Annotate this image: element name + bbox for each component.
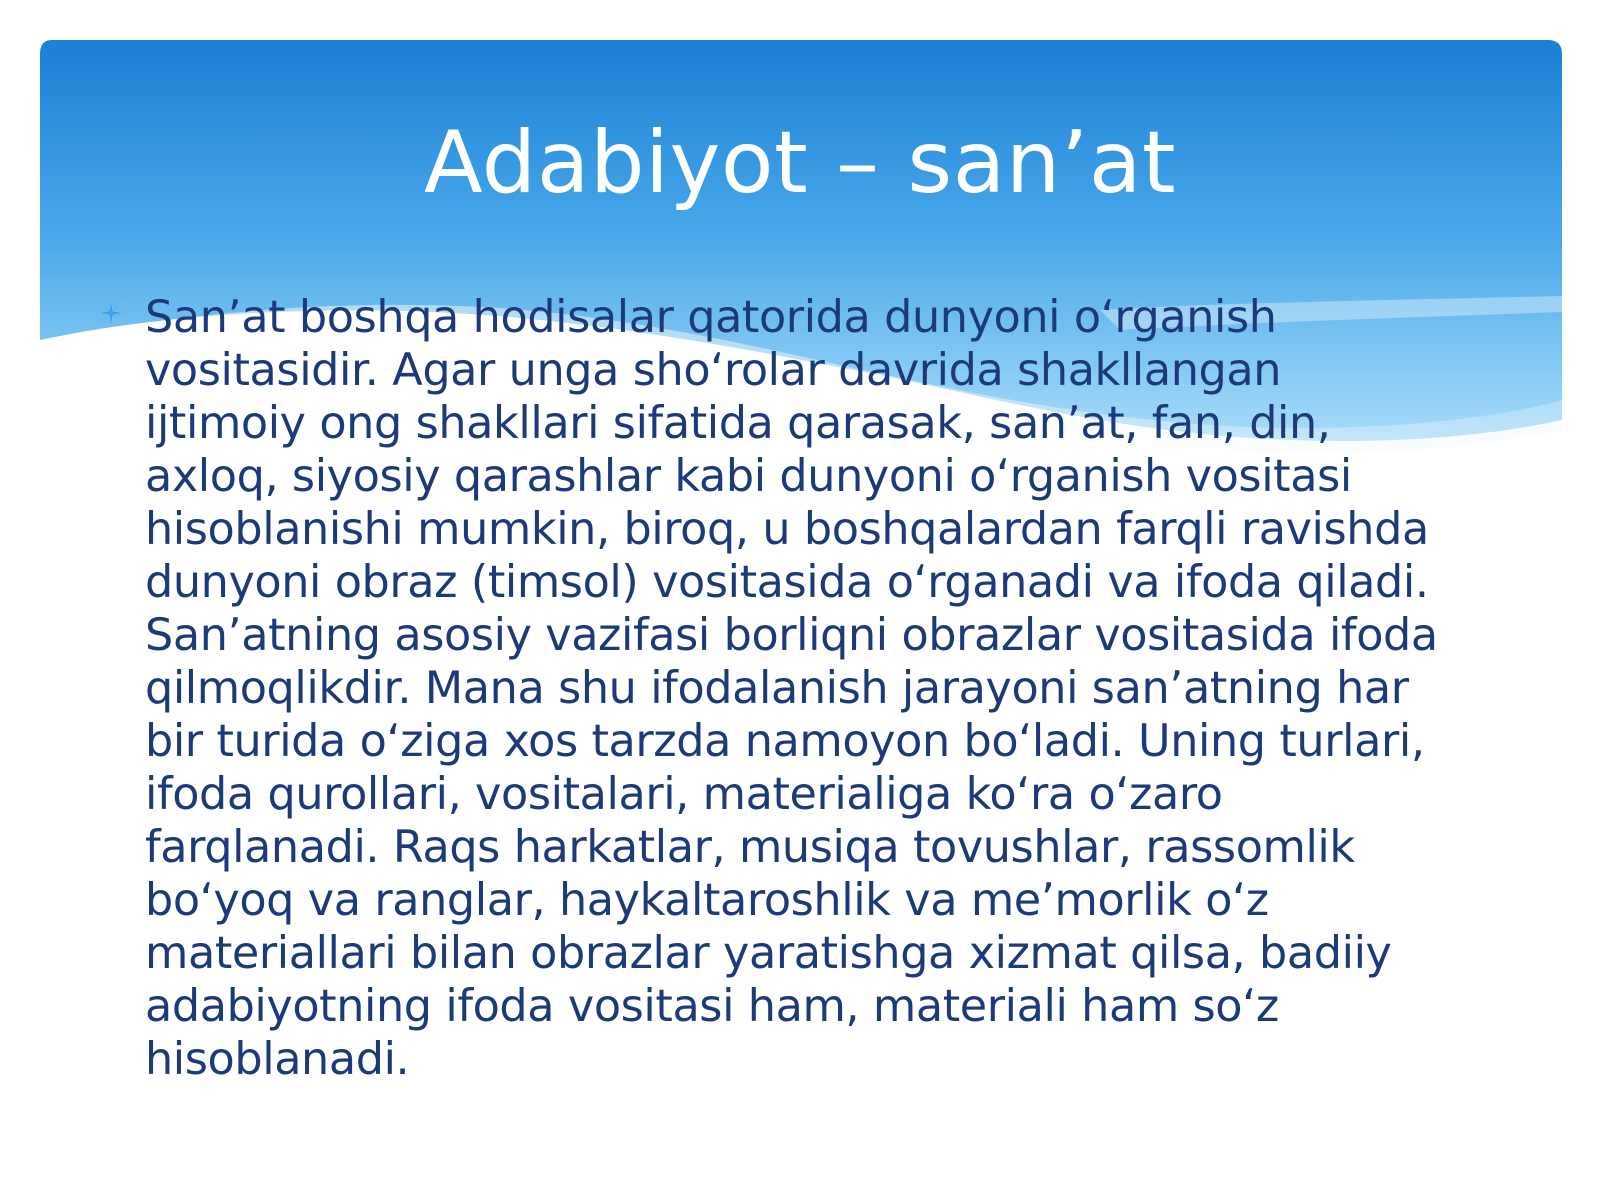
slide-title: Adabiyot – san’at [423, 113, 1177, 213]
body-line: bir turida o‘ziga xos tarzda namoyon bo‘ladi. Uning turlari, [145, 716, 1425, 767]
body-line: San’at boshqa hodisalar qatorida dunyoni o‘rganish [145, 292, 1277, 343]
body-line: farqlanadi. Raqs harkatlar, musiqa tovushlar, rassomlik [145, 822, 1355, 873]
star-bullet-icon [98, 300, 124, 326]
body-line: hisoblanadi. [145, 1034, 410, 1085]
body-line: qilmoqlikdir. Mana shu ifodalanish jarayoni san’atning har [145, 663, 1409, 714]
body-line: hisoblanishi mumkin, biroq, u boshqalardan farqli ravishda [145, 504, 1429, 555]
body-paragraph [145, 291, 1525, 1086]
body-line: materiallari bilan obrazlar yaratishga xizmat qilsa, badiiy [145, 928, 1392, 979]
body-line: dunyoni obraz (timsol) vositasida o‘rganadi va ifoda qiladi. [145, 557, 1429, 608]
body-line: bo‘yoq va ranglar, haykaltaroshlik va me’morlik o‘z [145, 875, 1269, 926]
body-line: ifoda qurollari, vositalari, materialiga ko‘ra o‘zaro [145, 769, 1223, 820]
body-line: ijtimoiy ong shakllari sifatida qarasak, san’at, fan, din, [145, 398, 1331, 449]
body-line: vositasidir. Agar unga sho‘rolar davrida shakllangan [145, 345, 1282, 396]
body-line: San’atning asosiy vazifasi borliqni obrazlar vositasida ifoda [145, 610, 1438, 661]
body-line: axloq, siyosiy qarashlar kabi dunyoni o‘rganish vositasi [145, 451, 1352, 502]
body-line: adabiyotning ifoda vositasi ham, materiali ham so‘z [145, 981, 1279, 1032]
